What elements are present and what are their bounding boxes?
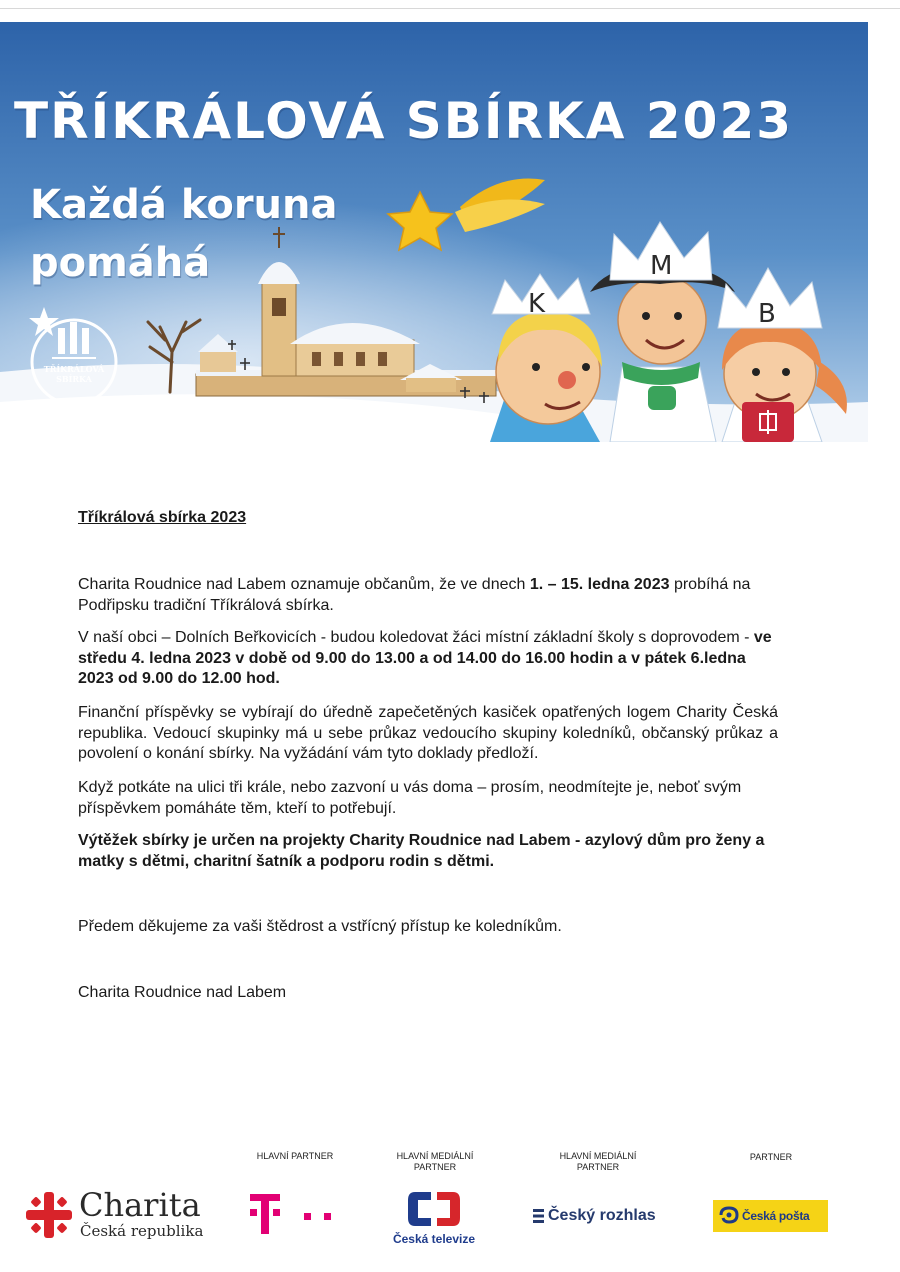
campaign-banner (0, 22, 868, 442)
label-media-partner-2 (543, 1151, 653, 1173)
cesky-rozhlas-bars-icon (533, 1208, 545, 1224)
logo-line2: SBÍRKA (56, 374, 92, 384)
p2-text-a: V naší obci – Dolních Beřkovicích - budou koledovat žáci místní základní školy s doprovodem - (78, 629, 754, 646)
charita-logo-name: Charita (79, 1186, 201, 1224)
banner-slogan-line2: pomáhá (30, 240, 211, 286)
paragraph-donation-info: Finanční příspěvky se vybírají do úředně zapečetěných kasiček opatřených logem Charity Česká republika. Vedoucí skupinky má u sebe průkaz vedoucího skupiny koledníků, občanský průkaz a povolení o konání sbírky. Na vyžádání vám tyto doklady předloží. (78, 704, 778, 762)
letter-heading: Tříkrálová sbírka 2023 (78, 509, 247, 526)
paragraph-thanks: Předem děkujeme za vaši štědrost a vstřícný přístup ke koledníkům. (78, 918, 562, 935)
banner-title: TŘÍKRÁLOVÁ SBÍRKA 2023 (14, 92, 794, 150)
p1-dates-bold: 1. – 15. ledna 2023 (529, 576, 670, 593)
label-media-1-a: HLAVNÍ MEDIÁLNÍ (396, 1151, 474, 1161)
paragraph-local-schedule (78, 628, 778, 690)
cesky-rozhlas-name: Český rozhlas (548, 1207, 656, 1224)
crown-letter-b: B (758, 299, 776, 329)
charita-logo-subtitle: Česká republika (80, 1222, 204, 1240)
p1-text-a: Charita Roudnice nad Labem oznamuje občanům, že ve dnech (78, 576, 530, 593)
letter-signature: Charita Roudnice nad Labem (78, 984, 287, 1001)
crown-letter-k: K (528, 289, 546, 319)
paragraph-appeal: Když potkáte na ulici tři krále, nebo zazvoní u vás doma – prosím, neodmítejte je, neboť svým příspěvkem pomáháte těm, kteří to potřebují. (78, 779, 742, 817)
posthorn-icon (719, 1206, 741, 1224)
label-media-partner-1 (380, 1151, 490, 1173)
ceska-televize-name: Česká televize (392, 1232, 476, 1246)
king-kaspar-illustration (490, 274, 602, 442)
logo-line1: TŘÍKRÁLOVÁ (43, 364, 105, 374)
charita-cross-icon (24, 1190, 74, 1240)
ceska-televize-logo-icon (405, 1188, 463, 1230)
paragraph-collection-dates (78, 575, 778, 616)
label-media-1-b: PARTNER (413, 1162, 457, 1172)
banner-slogan-line1: Každá koruna (30, 182, 338, 228)
label-media-2-a: HLAVNÍ MEDIÁLNÍ (559, 1151, 637, 1161)
label-partner: PARTNER (749, 1152, 793, 1162)
p1-text-c: probíhá na Podřipsku tradiční Tříkrálová sbírka. (78, 576, 751, 614)
telekom-logo-icon (248, 1192, 340, 1238)
banner-illustration (0, 22, 868, 442)
label-media-2-b: PARTNER (576, 1162, 620, 1172)
paragraph-proceeds: Výtěžek sbírky je určen na projekty Charity Roudnice nad Labem - azylový dům pro ženy a matky s dětmi, charitní šatník a podporu rodin s dětmi. (78, 832, 765, 870)
crown-letter-m: M (650, 251, 673, 281)
ceska-posta-name: Česká pošta (742, 1209, 810, 1223)
p2-schedule-bold: ve středu 4. ledna 2023 v době od 9.00 do 13.00 a od 14.00 do 16.00 hodin a v pátek 6.ledna 2023 od 9.00 do 12.00 hod. (78, 629, 772, 687)
page-top-edge (0, 8, 900, 9)
label-main-partner: HLAVNÍ PARTNER (256, 1151, 334, 1161)
